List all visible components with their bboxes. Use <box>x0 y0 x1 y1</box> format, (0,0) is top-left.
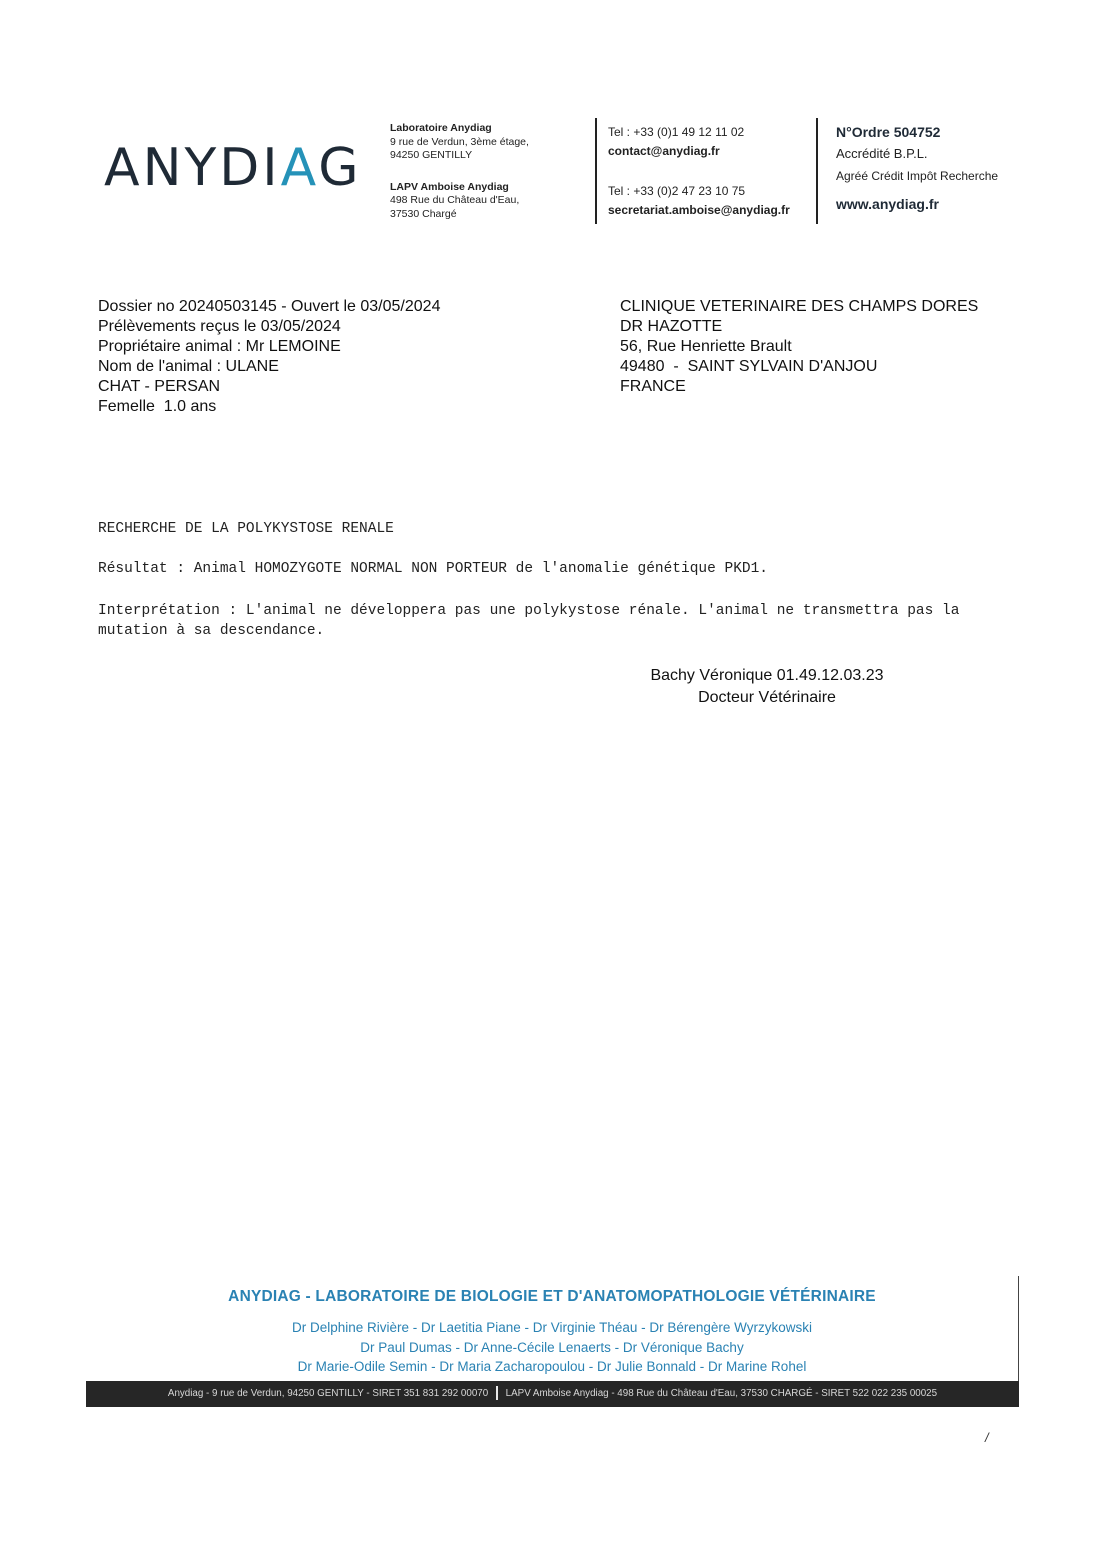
website-link[interactable]: www.anydiag.fr <box>836 196 939 212</box>
clinic-name: CLINIQUE VETERINAIRE DES CHAMPS DORES <box>620 298 979 315</box>
doctors-line: Dr Delphine Rivière - Dr Laetitia Piane - Dr Virginie Théau - Dr Bérengère Wyrzykowski <box>291 1320 813 1335</box>
sex-age-line: Femelle 1.0 ans <box>98 398 217 415</box>
clinic-street: 56, Rue Henriette Brault <box>620 338 792 355</box>
lab-address-line: 498 Rue du Château d'Eau, <box>390 194 520 206</box>
ordre-number: N°Ordre 504752 <box>836 124 941 140</box>
patient-info <box>98 297 440 417</box>
lab-name-amboise: LAPV Amboise Anydiag <box>390 180 509 193</box>
bpl-accreditation: Accrédité B.P.L. <box>836 146 928 161</box>
clinic-doctor: DR HAZOTTE <box>620 318 723 335</box>
report-result: Résultat : Animal HOMOZYGOTE NORMAL NON PORTEUR de l'anomalie génétique PKD1. <box>98 561 769 577</box>
signature-title: Docteur Vétérinaire <box>698 689 836 706</box>
phone-gentilly: Tel : +33 (0)1 49 12 11 02 <box>608 125 745 139</box>
doctors-line: Dr Marie-Odile Semin - Dr Maria Zacharopoulou - Dr Julie Bonnald - Dr Marine Rohel <box>297 1359 807 1374</box>
lab-address-line: 94250 GENTILLY <box>390 149 473 161</box>
page-mark: / <box>985 1430 989 1445</box>
email-secretariat-link[interactable]: secretariat.amboise@anydiag.fr <box>608 203 790 217</box>
lab-address-line: 37530 Chargé <box>390 207 457 220</box>
report-interpretation: Interprétation : L'animal ne développera pas une polykystose rénale. L'animal ne transmettra pas la mutation à sa descendance. <box>98 603 960 639</box>
signature-name: Bachy Véronique 01.49.12.03.23 <box>650 667 884 684</box>
dossier-line: Dossier no 20240503145 - Ouvert le 03/05/2024 <box>98 298 441 315</box>
owner-line: Propriétaire animal : Mr LEMOINE <box>98 338 341 355</box>
report-title: RECHERCHE DE LA POLYKYSTOSE RENALE <box>98 521 394 537</box>
animal-name-line: Nom de l'animal : ULANE <box>98 358 279 375</box>
signature-block <box>622 665 912 709</box>
header-divider <box>816 118 818 224</box>
clinic-city: 49480 - SAINT SYLVAIN D'ANJOU <box>620 358 878 375</box>
clinic-address <box>620 297 978 397</box>
anydiag-logo: ANYDIAG <box>104 138 362 198</box>
species-breed-line: CHAT - PERSAN <box>98 378 221 395</box>
footer-bar-amboise: LAPV Amboise Anydiag - 498 Rue du Château d'Eau, 37530 CHARGÉ - SIRET 522 022 235 00025 <box>505 1388 938 1399</box>
contact-block <box>608 123 790 220</box>
footer-title: ANYDIAG - LABORATOIRE DE BIOLOGIE ET D'ANATOMOPATHOLOGIE VÉTÉRINAIRE <box>228 1288 876 1305</box>
prelevements-line: Prélèvements reçus le 03/05/2024 <box>98 318 341 335</box>
footer-bar <box>86 1381 1019 1407</box>
phone-amboise: Tel : +33 (0)2 47 23 10 75 <box>608 184 746 198</box>
clinic-country: FRANCE <box>620 378 686 395</box>
footer-bar-separator <box>496 1386 498 1400</box>
email-contact-link[interactable]: contact@anydiag.fr <box>608 144 720 158</box>
header-divider <box>595 118 597 224</box>
accreditation-block <box>836 121 998 215</box>
doctors-line: Dr Paul Dumas - Dr Anne-Cécile Lenaerts - Dr Véronique Bachy <box>360 1339 744 1355</box>
lab-addresses <box>390 122 529 221</box>
cir-agreement: Agréé Crédit Impôt Recherche <box>836 169 999 183</box>
lab-name: Laboratoire Anydiag <box>390 122 492 134</box>
lab-address-line: 9 rue de Verdun, 3ème étage, <box>390 135 529 148</box>
footer-doctors <box>86 1318 1018 1377</box>
footer-bar-gentilly: Anydiag - 9 rue de Verdun, 94250 GENTILLY - SIRET 351 831 292 00070 <box>167 1388 489 1399</box>
